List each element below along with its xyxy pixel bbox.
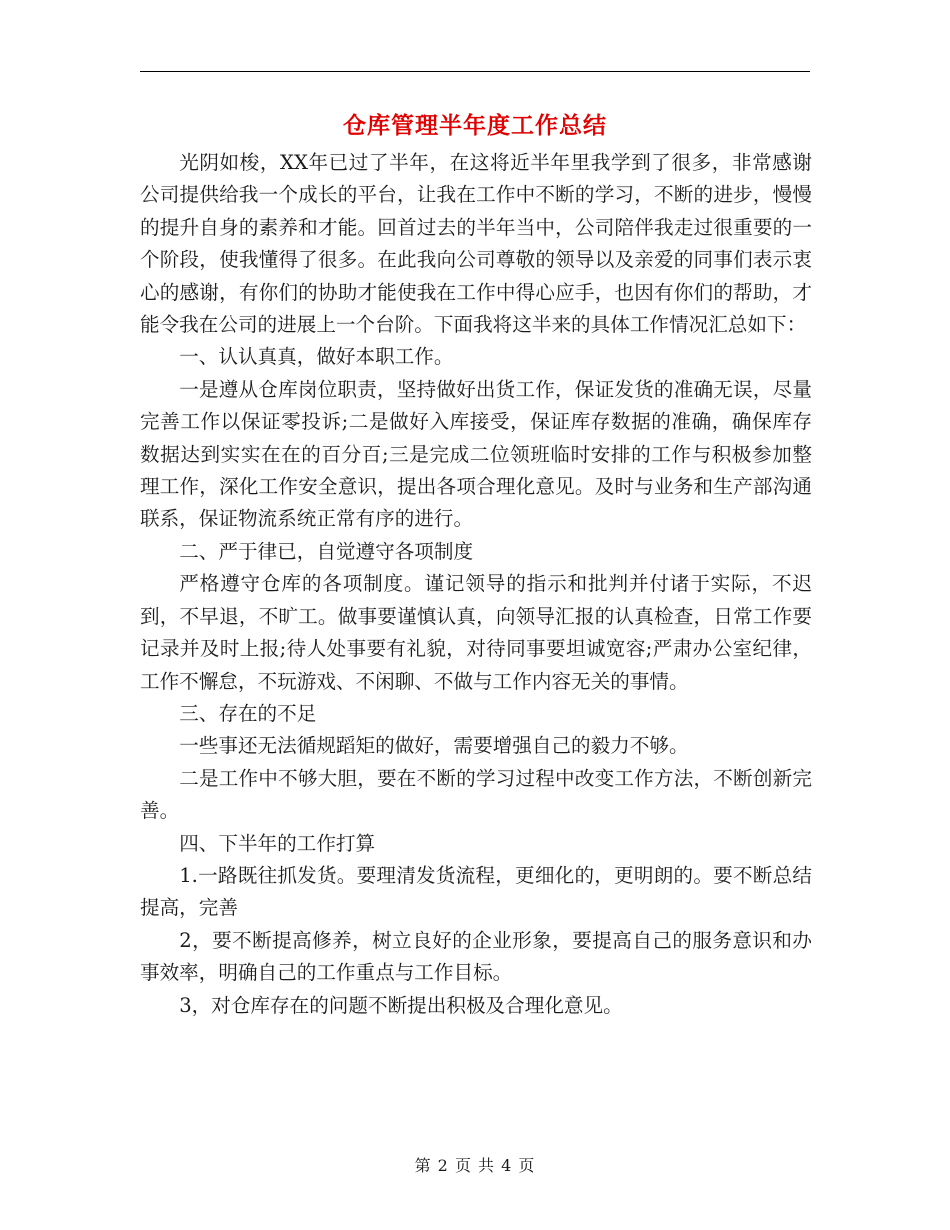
header-rule [140,71,810,72]
paragraph-section-3a: 一些事还无法循规蹈矩的做好，需要增强自己的毅力不够。 [179,734,689,758]
document-title: 仓库管理半年度工作总结 [343,112,607,139]
section-heading-3: 三、存在的不足 [179,701,317,725]
list-item-plan-2: 2，要不断提高修养，树立良好的企业形象，要提高自己的服务意识和办事效率，明确自己的工作重点与工作目标。 [140,928,812,985]
section-heading-4: 四、下半年的工作打算 [179,831,376,855]
paragraph-intro: 光阴如梭，XX年已过了半年，在这将近半年里我学到了很多，非常感谢公司提供给我一个成长的平台，让我在工作中不断的学习，不断的进步，慢慢的提升自身的素养和才能。回首过去的半年当中，公司陪伴我走过很重要的一个阶段，使我懂得了很多。在此我向公司尊敬的领导以及亲爱的同事们表示衷心的感谢，有你们的协助才能使我在工作中得心应手，也因有你们的帮助，才能令我在公司的进展上一个台阶。下面我将这半来的具体工作情况汇总如下： [140,151,812,337]
list-item-plan-3: 3，对仓库存在的问题不断提出积极及合理化意见。 [179,993,623,1017]
list-item-plan-1: 1.一路既往抓发货。要理清发货流程，更细化的，更明朗的。要不断总结提高，完善 [140,863,812,920]
page-footer: 第 2 页 共 4 页 [414,1156,536,1175]
section-heading-2: 二、严于律已，自觉遵守各项制度 [179,539,474,563]
section-heading-1: 一、认认真真，做好本职工作。 [179,345,454,369]
paragraph-section-2: 严格遵守仓库的各项制度。谨记领导的指示和批判并付诸于实际，不迟到，不早退，不旷工。做事要谨慎认真，向领导汇报的认真检查，日常工作要记录并及时上报;待人处事要有礼貌，对待同事要坦诚宽容;严肃办公室纪律，工作不懈怠，不玩游戏、不闲聊、不做与工作内容无关的事情。 [140,572,812,693]
paragraph-section-3b: 二是工作中不够大胆，要在不断的学习过程中改变工作方法，不断创新完善。 [140,766,812,823]
paragraph-section-1: 一是遵从仓库岗位职责，坚持做好出货工作，保证发货的准确无误，尽量完善工作以保证零投诉;二是做好入库接受，保证库存数据的准确，确保库存数据达到实实在在的百分百;三是完成二位领班临时安排的工作与积极参加整理工作，深化工作安全意识，提出各项合理化意见。及时与业务和生产部沟通联系，保证物流系统正常有序的进行。 [140,377,812,531]
document-body [140,147,812,1022]
